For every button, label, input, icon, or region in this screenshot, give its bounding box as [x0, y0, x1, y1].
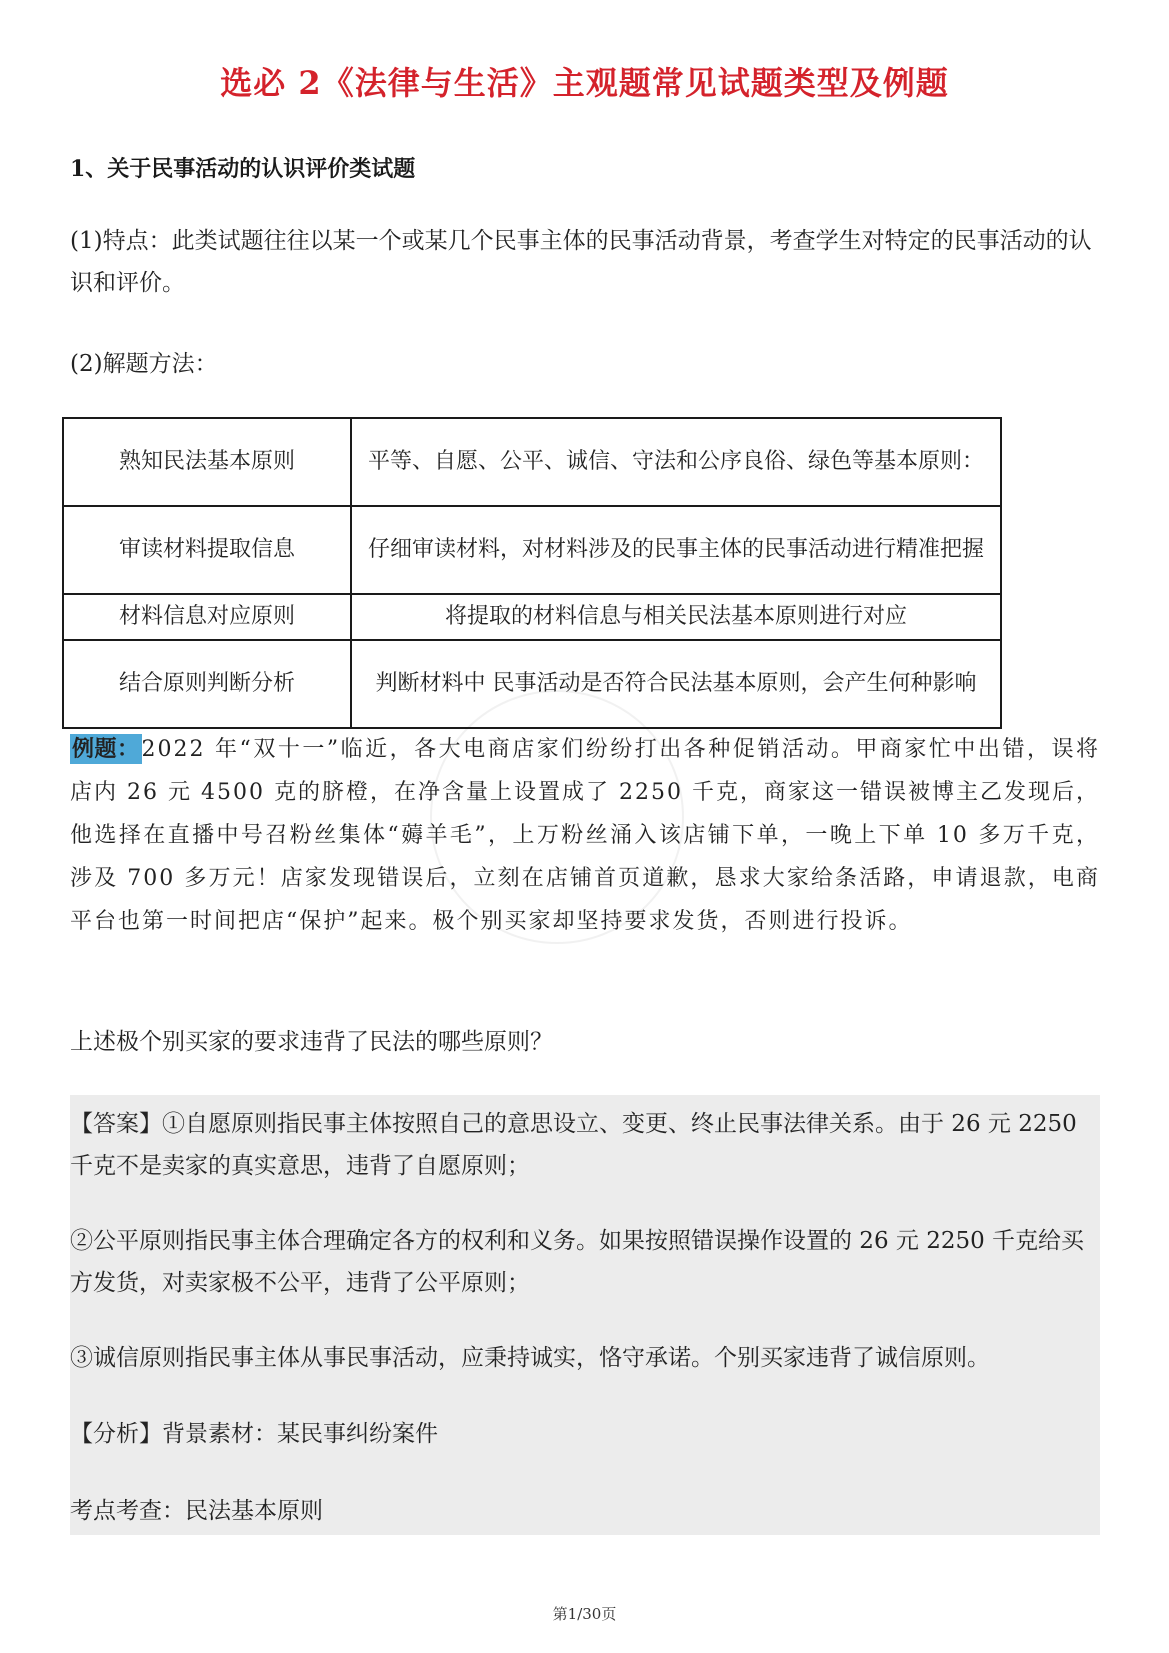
question-text: 上述极个别买家的要求违背了民法的哪些原则？ — [70, 1029, 553, 1055]
page-number: 第1/30页 — [552, 1605, 617, 1623]
table-step-cell: 材料信息对应原则 — [63, 594, 351, 640]
answer-box — [70, 1095, 1100, 1535]
table-detail-cell: 将提取的材料信息与相关民法基本原则进行对应 — [351, 594, 1001, 640]
section-heading: 1、关于民事活动的认识评价类试题 — [70, 156, 416, 182]
example-label: 例题： — [72, 736, 140, 762]
document-title: 选必 2《法律与生活》主观题常见试题类型及例题 — [220, 64, 949, 102]
table-detail-cell: 判断材料中 民事活动是否符合民法基本原则，会产生何种影响 — [351, 640, 1001, 728]
table-detail-cell: 仔细审读材料，对材料涉及的民事主体的民事活动进行精准把握 — [351, 506, 1001, 594]
feature-paragraph: (1)特点：此类试题往往以某一个或某几个民事主体的民事活动背景，考查学生对特定的民事活动的认识和评价。 — [70, 228, 1092, 296]
table-row — [63, 640, 1001, 728]
table-step-cell: 结合原则判断分析 — [63, 640, 351, 728]
example-text: 2022 年“双十一”临近，各大电商店家们纷纷打出各种促销活动。甲商家忙中出错，误将店内 26 元 4500 克的脐橙，在净含量上设置成了 2250 千克，商家这一错误被博主乙发现后，他选择在直播中号召粉丝集体“薅羊毛”，上万粉丝涌入该店铺下单，一晚上下单 10 多万千克，涉及 700 多万元！店家发现错误后，立刻在店铺首页道歉，恳求大家给条活路，申请退款，电商平台也第一时间把店“保护”起来。极个别买家却坚持要求发货，否则进行投诉。 — [70, 737, 1100, 934]
answer-item-1: 【答案】①自愿原则指民事主体按照自己的意思设立、变更、终止民事法律关系。由于 26 元 2250 千克不是卖家的真实意思，违背了自愿原则； — [70, 1111, 1077, 1179]
table-step-cell: 审读材料提取信息 — [63, 506, 351, 594]
answer-item-3: ③诚信原则指民事主体从事民事活动，应秉持诚实，恪守承诺。个别买家违背了诚信原则。 — [70, 1345, 990, 1371]
table-step-cell: 熟知民法基本原则 — [63, 418, 351, 506]
table-detail-cell: 平等、自愿、公平、诚信、守法和公序良俗、绿色等基本原则： — [351, 418, 1001, 506]
table-row — [63, 506, 1001, 594]
table-row — [63, 594, 1001, 640]
analysis-topic: 考点考查：民法基本原则 — [70, 1498, 323, 1524]
method-label: (2)解题方法： — [70, 351, 218, 377]
analysis-background: 【分析】背景素材：某民事纠纷案件 — [70, 1421, 438, 1447]
answer-item-2: ②公平原则指民事主体合理确定各方的权利和义务。如果按照错误操作设置的 26 元 2250 千克给买方发货，对卖家极不公平，违背了公平原则； — [70, 1228, 1085, 1296]
method-table — [62, 417, 1002, 729]
example-paragraph — [70, 728, 1100, 943]
table-row — [63, 418, 1001, 506]
